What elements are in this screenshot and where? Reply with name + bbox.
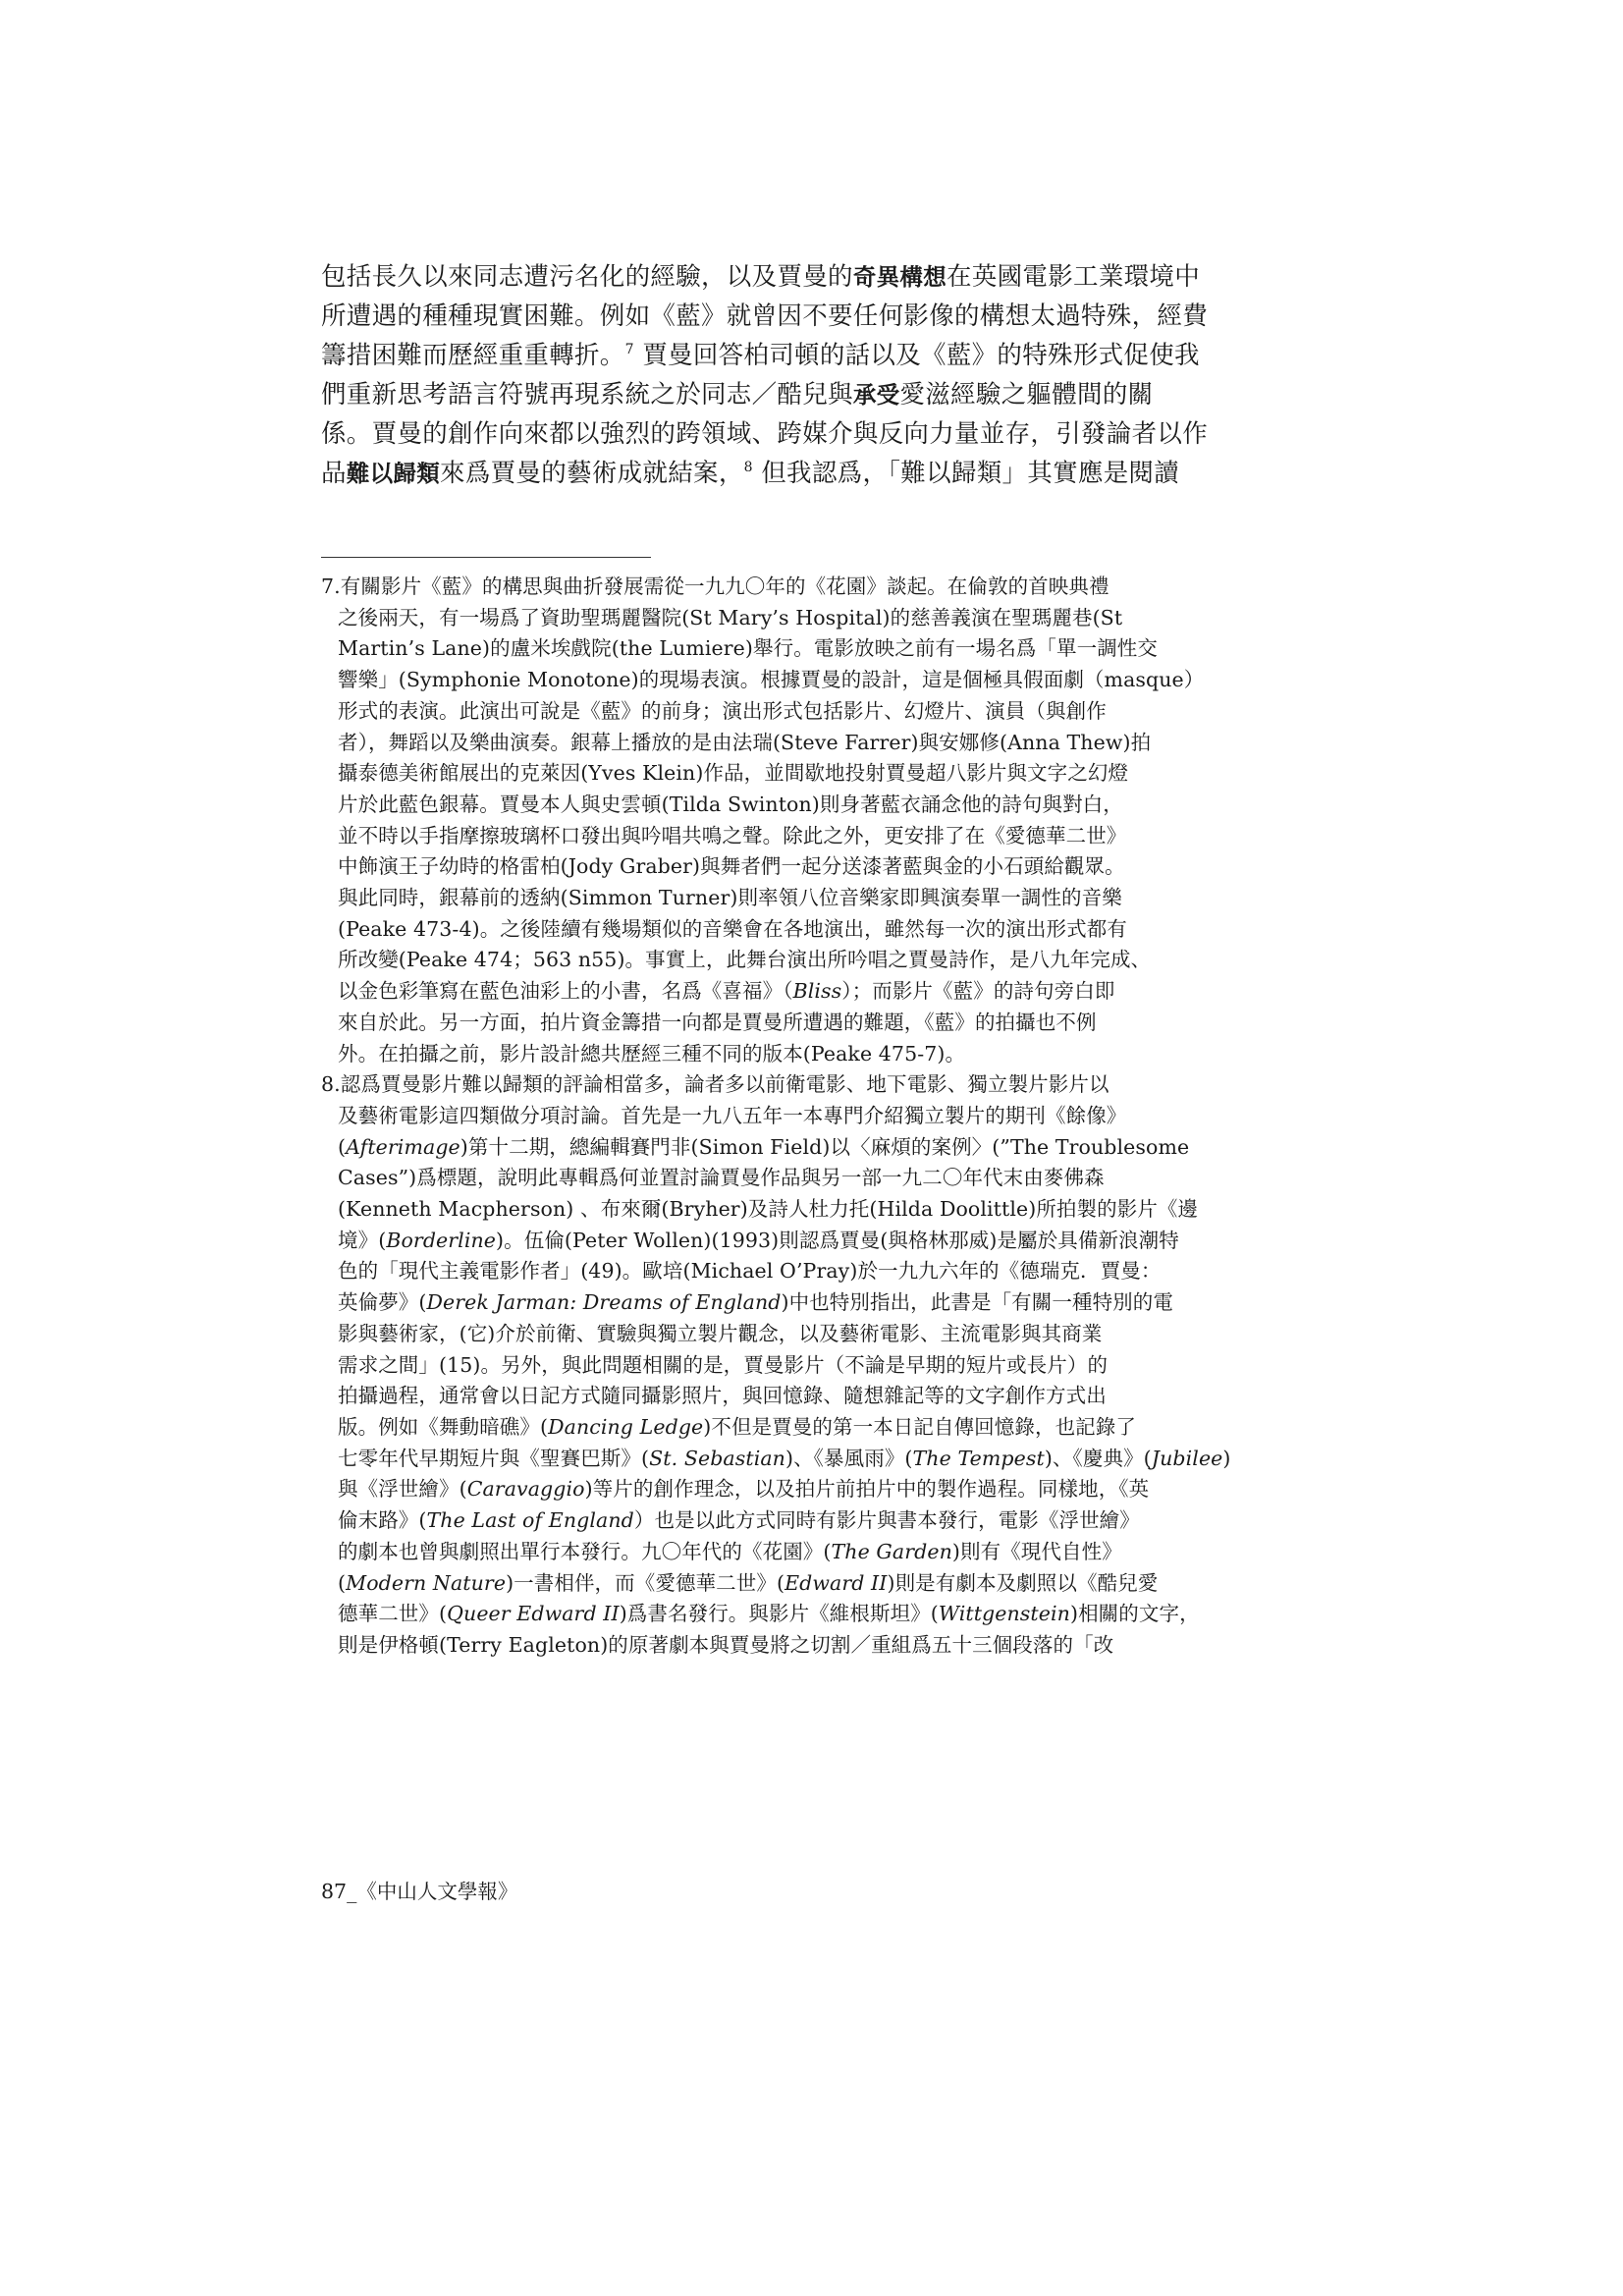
footnote-line: 與此同時，銀幕前的透納(Simmon Turner)則率領八位音樂家即興演奏單一調性的音樂: [338, 886, 1122, 910]
footnote-line: 8.認爲賈曼影片難以歸類的評論相當多，論者多以前衛電影、地下電影、獨立製片影片以: [321, 1072, 1109, 1097]
body-text: [321, 257, 1213, 493]
emphasis-text: 奇異構想: [852, 263, 947, 291]
footnote-line: 英倫夢》(Derek Jarman: Dreams of England)中也特別指出，此書是「有關一種特別的電: [338, 1290, 1173, 1315]
title-italic: Modern Nature: [346, 1570, 507, 1595]
footnote-line: 形式的表演。此演出可說是《藍》的前身；演出形式包括影片、幻燈片、演員（與創作: [338, 698, 1107, 723]
footnote-line: 響樂」(Symphonie Monotone)的現場表演。根據賈曼的設計，這是個極具假面劇（masque）: [338, 668, 1205, 692]
footnote-line: (Modern Nature)一書相伴，而《愛德華二世》(Edward II)則是有劇本及劇照以《酷兒愛: [338, 1570, 1159, 1595]
title-italic: Jubilee: [1151, 1446, 1223, 1470]
body-line: 們重新思考語言符號再現系統之於同志／酷兒與承受愛滋經驗之軀體間的關: [321, 380, 1154, 410]
footnote-line: 所改變(Peake 474；563 n55)。事實上，此舞台演出所吟唱之賈曼詩作，是八九年完成、: [338, 948, 1152, 972]
emphasis-text: 難以歸類: [346, 460, 441, 487]
title-italic: Afterimage: [346, 1134, 460, 1159]
title-italic: St. Sebastian: [649, 1446, 785, 1470]
footnote-line: (Afterimage)第十二期，總編輯賽門非(Simon Field)以〈麻煩的案例〉(”The Troublesome: [338, 1134, 1190, 1159]
title-italic: Queer Edward II: [447, 1602, 620, 1626]
title-italic: The Garden: [831, 1539, 952, 1563]
footnote-line: 倫末路》(The Last of England）也是以此方式同時有影片與書本發行，電影《浮世繪》: [338, 1508, 1140, 1533]
footnote-line: 片於此藍色銀幕。賈曼本人與史雲頓(Tilda Swinton)則身著藍衣誦念他的詩句與對白，: [338, 792, 1123, 816]
footnote-line: Martin’s Lane)的盧米埃戲院(the Lumiere)舉行。電影放映之前有一場名爲「單一調性交: [338, 636, 1158, 661]
title-italic: Bliss: [792, 979, 842, 1004]
footnote-line: 之後兩天，有一場爲了資助聖瑪麗醫院(St Mary’s Hospital)的慈善義演在聖瑪麗巷(St: [338, 605, 1123, 629]
footnote-line: 則是伊格頓(Terry Eagleton)的原著劇本與賈曼將之切割／重組爲五十三個段落的「改: [338, 1632, 1114, 1657]
footnote-line: (Peake 473-4)。之後陸續有幾場類似的音樂會在各地演出，雖然每一次的演出形式都有: [338, 916, 1127, 941]
body-line: 所遭遇的種種現實困難。例如《藍》就曾因不要任何影像的構想太過特殊，經費: [321, 301, 1209, 331]
footnote-number: 8.: [321, 1072, 341, 1097]
title-italic: Derek Jarman: Dreams of England: [426, 1290, 782, 1315]
body-line: 籌措困難而歷經重重轉折。$^7$ 賈曼回答柏司頓的話以及《藍》的特殊形式促使我: [321, 341, 1200, 370]
footnote-line: 攝泰德美術館展出的克萊因(Yves Klein)作品，並間歇地投射賈曼超八影片與文字之幻燈: [338, 761, 1129, 786]
footnotes: [321, 572, 1231, 1662]
footnote-line: 外。在拍攝之前，影片設計總共歷經三種不同的版本(Peake 475-7)。: [338, 1041, 966, 1066]
footnote-line: 需求之間」(15)。另外，與此問題相關的是，賈曼影片（不論是早期的短片或長片）的: [338, 1352, 1109, 1377]
footnote-line: 以金色彩筆寫在藍色油彩上的小書，名爲《喜福》（Bliss）；而影片《藍》的詩句旁白即: [338, 979, 1115, 1004]
footnote-line: 境》(Borderline)。伍倫(Peter Wollen)(1993)則認爲賈曼(與格林那威)是屬於具備新浪潮特: [338, 1228, 1179, 1252]
title-italic: Caravaggio: [466, 1477, 585, 1502]
footnote-line: 七零年代早期短片與《聖賽巴斯》(St. Sebastian)、《暴風雨》(The Tempest)、《慶典》(Jubilee): [338, 1446, 1231, 1470]
footnote-line: 拍攝過程，通常會以日記方式隨同攝影照片，與回憶錄、隨想雜記等的文字創作方式出: [338, 1384, 1107, 1408]
title-italic: Dancing Ledge: [548, 1414, 704, 1439]
title-italic: The Tempest: [912, 1446, 1045, 1470]
footnote-line: 影與藝術家，(它)介於前衛、實驗與獨立製片觀念，以及藝術電影、主流電影與其商業: [338, 1321, 1103, 1345]
footnote-line: Cases”)爲標題，說明此專輯爲何並置討論賈曼作品與另一部一九二〇年代末由麥佛森: [338, 1166, 1105, 1190]
title-italic: Wittgenstein: [938, 1602, 1070, 1626]
footnote-line: 的劇本也曾與劇照出單行本發行。九〇年代的《花園》(The Garden)則有《現代自性》: [338, 1539, 1122, 1563]
body-line: 包括長久以來同志遭污名化的經驗，以及賈曼的奇異構想在英國電影工業環境中: [321, 262, 1201, 292]
title-italic: Borderline: [386, 1228, 497, 1252]
page-footer: 87_《中山人文學報》: [321, 1880, 518, 1903]
footnote-line: 色的「現代主義電影作者」(49)。歐培(Michael O’Pray)於一九九六年的《德瑞克．賈曼：: [338, 1259, 1162, 1284]
footnote-line: 及藝術電影這四類做分項討論。首先是一九八五年一本專門介紹獨立製片的期刊《餘像》: [338, 1103, 1127, 1127]
footnote-number: 7.: [321, 574, 341, 598]
footnote-line: 與《浮世繪》(Caravaggio)等片的創作理念，以及拍片前拍片中的製作過程。同樣地，《英: [338, 1477, 1150, 1502]
body-line: 係。賈曼的創作向來都以強烈的跨領域、跨媒介與反向力量並存，引發論者以作: [321, 419, 1209, 449]
footnote-line: 7.有關影片《藍》的構思與曲折發展需從一九九〇年的《花園》談起。在倫敦的首映典禮: [321, 574, 1109, 598]
footnote-line: 德華二世》(Queer Edward II)爲書名發行。與影片《維根斯坦》(Wittgenstein)相關的文字，: [338, 1602, 1200, 1626]
footnote-ref-7[interactable]: 7: [624, 342, 634, 357]
footnote-line: (Kenneth Macpherson) 、布來爾(Bryher)及詩人杜力托(Hilda Doolittle)所拍製的影片《邊: [338, 1197, 1199, 1222]
title-italic: The Last of England: [426, 1508, 634, 1533]
footnote-7: [321, 572, 1213, 1069]
footnote-line: 來自於此。另一方面，拍片資金籌措一向都是賈曼所遭遇的難題，《藍》的拍攝也不例: [338, 1010, 1097, 1034]
footnote-8: [321, 1069, 1231, 1661]
footnote-line: 版。例如《舞動暗礁》(Dancing Ledge)不但是賈曼的第一本日記自傳回憶錄，也記錄了: [338, 1414, 1136, 1439]
footnote-line: 並不時以手指摩擦玻璃杯口發出與吟唱共鳴之聲。除此之外，更安排了在《愛德華二世》: [338, 823, 1127, 847]
body-line: 品難以歸類來爲賈曼的藝術成就結案，$^8$ 但我認爲，「難以歸類」其實應是閱讀: [321, 459, 1180, 488]
footnote-line: 中飾演王子幼時的格雷柏(Jody Graber)與舞者們一起分送漆著藍與金的小石頭給觀眾。: [338, 854, 1125, 879]
footnote-divider: [321, 557, 651, 558]
footnote-line: 者），舞蹈以及樂曲演奏。銀幕上播放的是由法瑞(Steve Farrer)與安娜修(Anna Thew)拍: [338, 730, 1152, 754]
footnote-ref-8[interactable]: 8: [743, 460, 753, 475]
emphasis-text: 承受: [852, 381, 900, 409]
title-italic: Edward II: [784, 1570, 888, 1595]
